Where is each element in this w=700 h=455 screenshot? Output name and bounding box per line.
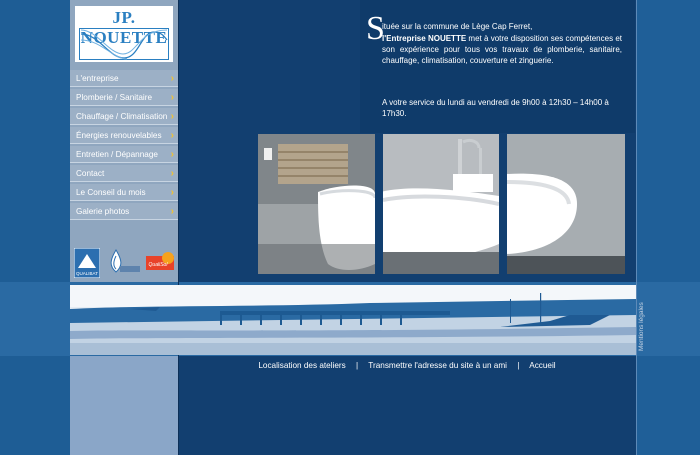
qualibat-badge-icon[interactable]	[74, 248, 100, 278]
left-column-bottom-bg	[70, 355, 178, 455]
chevron-right-icon: ›	[170, 130, 174, 141]
menu-item-label: Énergies renouvelables	[76, 131, 162, 140]
footer-separator: |	[517, 361, 520, 370]
right-column-bg	[636, 0, 700, 455]
footer-link-share[interactable]: Transmettre l'adresse du site à un ami	[368, 361, 507, 370]
chevron-right-icon: ›	[170, 187, 174, 198]
harbour-panorama	[70, 285, 636, 355]
main-menu	[70, 70, 178, 222]
legal-notice-label: Mentions légales	[638, 302, 645, 351]
menu-item-label: Le Conseil du mois	[76, 188, 146, 197]
bathtub-photo-3	[507, 134, 625, 274]
qualisol-text: QualiSol	[148, 262, 168, 268]
menu-item-label: Chauffage / Climatisation	[76, 112, 168, 121]
footer-links	[178, 361, 636, 370]
intro-panel	[360, 0, 635, 133]
menu-item-label: L'entreprise	[76, 74, 119, 83]
logo-wave-icon	[79, 28, 169, 60]
chevron-right-icon: ›	[170, 73, 174, 84]
intro-paragraph	[382, 33, 622, 66]
water-drop-badge-icon[interactable]	[106, 248, 142, 278]
menu-item-energies[interactable]	[70, 127, 178, 144]
chevron-right-icon: ›	[170, 111, 174, 122]
intro-company: l'Entreprise NOUETTE	[382, 34, 467, 43]
intro-hours: A votre service du lundi au vendredi de 9h00 à 12h30 – 14h00 à 17h30.	[382, 98, 609, 118]
right-divider	[636, 0, 637, 455]
menu-item-label: Entretien / Dépannage	[76, 150, 158, 159]
center-divider	[178, 0, 179, 455]
logo[interactable]	[75, 6, 173, 62]
menu-item-entretien[interactable]	[70, 146, 178, 163]
bathtub-photo-2	[383, 134, 499, 274]
menu-item-entreprise[interactable]	[70, 70, 178, 87]
footer-separator: |	[356, 361, 359, 370]
menu-item-contact[interactable]	[70, 165, 178, 182]
footer-link-localisation[interactable]: Localisation des ateliers	[258, 361, 346, 370]
menu-item-conseil[interactable]	[70, 184, 178, 201]
menu-item-plomberie[interactable]	[70, 89, 178, 106]
chevron-right-icon: ›	[170, 168, 174, 179]
footer-link-accueil[interactable]: Accueil	[529, 361, 556, 370]
menu-item-label: Plomberie / Sanitaire	[76, 93, 152, 102]
certification-badges	[74, 248, 174, 280]
menu-item-label: Galerie photos	[76, 207, 130, 216]
legal-notice-link[interactable]	[636, 285, 650, 355]
intro-dropcap: S	[366, 10, 385, 47]
menu-item-galerie[interactable]	[70, 203, 178, 220]
logo-text: JP. NOUETTE	[80, 8, 168, 47]
chevron-right-icon: ›	[170, 206, 174, 217]
bathtub-photo-1	[258, 134, 375, 274]
menu-item-label: Contact	[76, 169, 105, 178]
intro-paragraph-text: met à votre disposition ses compétences et son expérience pour tous vos travaux de plomberie, sanitaire, chauffage, climatisation, couverture et zinguerie.	[382, 34, 622, 65]
chevron-right-icon: ›	[170, 149, 174, 160]
chevron-right-icon: ›	[170, 92, 174, 103]
qualisol-badge-icon[interactable]	[146, 248, 174, 278]
qualibat-text: QUALIBAT	[76, 271, 98, 276]
intro-first-line: ituée sur la commune de Lège Cap Ferret,	[382, 22, 533, 31]
menu-item-chauffage[interactable]	[70, 108, 178, 125]
